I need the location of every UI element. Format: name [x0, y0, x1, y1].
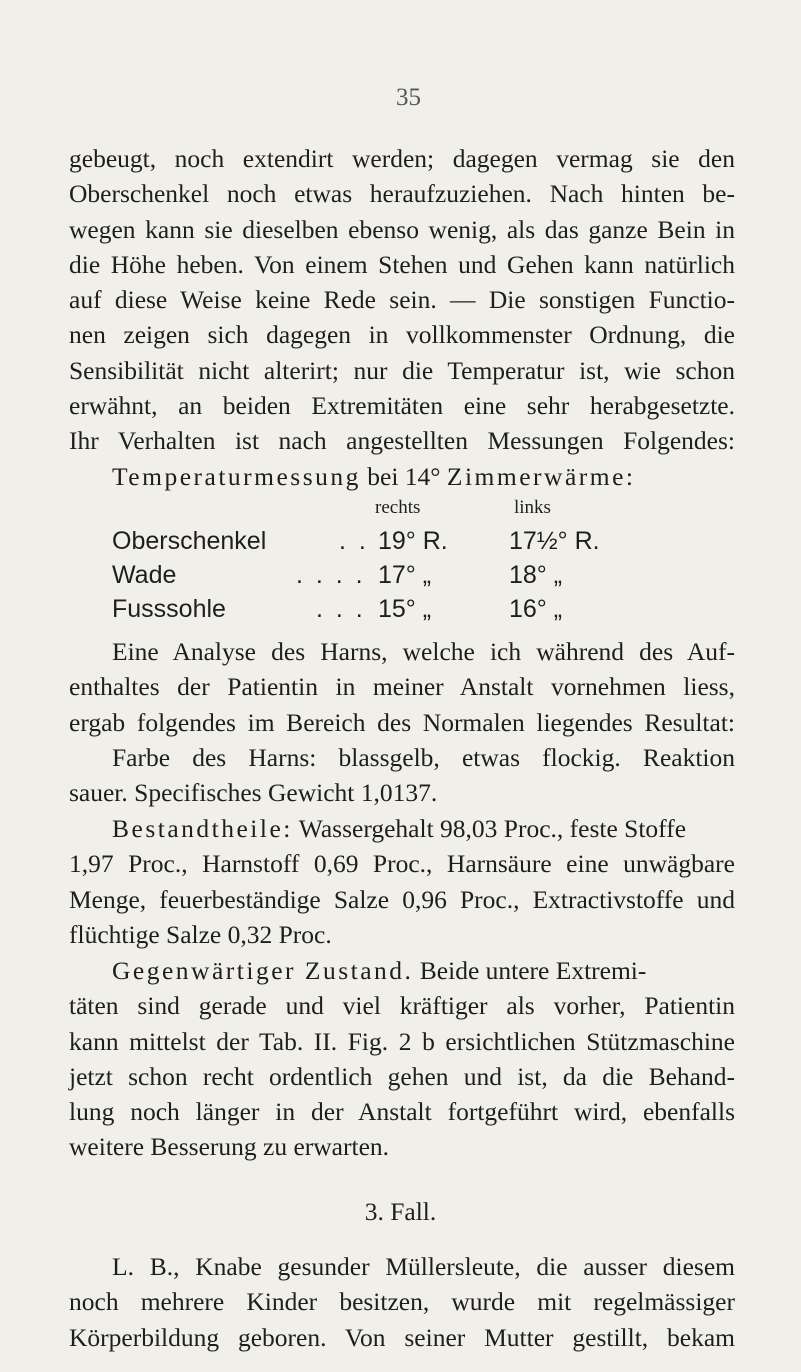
row-leader-dots: . . . . — [296, 561, 366, 589]
text-line: sauer. Specifisches Gewicht 1,0137. — [69, 778, 438, 808]
text-line: Sensibilität nicht alterirt; nur die Temperatur ist, wie schon — [69, 355, 735, 385]
row-label: Oberschenkel — [112, 527, 267, 555]
column-header-rechts: rechts — [375, 497, 421, 518]
row-leader-dots: . . — [339, 527, 369, 555]
table-row — [0, 561, 801, 595]
column-header-links: links — [514, 497, 551, 518]
row-label: Wade — [112, 561, 177, 589]
value-rechts: 19° R. — [378, 527, 448, 555]
value-rechts: 17° „ — [378, 561, 432, 589]
paragraph-2 — [69, 634, 735, 810]
text-line: erwähnt, an beiden Extremitäten eine sehr herabgesetzte. — [69, 391, 735, 421]
text-line: täten sind gerade und viel kräftiger als vorher, Patientin — [69, 991, 735, 1021]
paragraph-4 — [69, 953, 735, 1165]
paragraph-5 — [69, 1249, 735, 1355]
text-line: Ihr Verhalten ist nach angestellten Messungen Folgendes: — [69, 426, 735, 456]
text-line: auf diese Weise keine Rede sein. — Die sonstigen Functio- — [69, 285, 735, 315]
text-line: jetzt schon recht ordentlich gehen und ist, da die Behand- — [69, 1061, 735, 1091]
text-line: Wassergehalt 98,03 Proc., feste Stoffe — [292, 814, 687, 843]
text-line: weitere Besserung zu erwarten. — [69, 1132, 390, 1162]
text-line: kann mittelst der Tab. II. Fig. 2 b ersichtlichen Stützmaschine — [69, 1026, 735, 1056]
value-links: 18° „ — [509, 561, 563, 589]
value-links: 16° „ — [509, 595, 563, 623]
text-line: enthaltes der Patientin in meiner Anstalt vornehmen liess, — [69, 672, 735, 702]
text-line: Menge, feuerbeständige Salze 0,96 Proc., Extractivstoffe und — [69, 884, 735, 914]
value-rechts: 15° „ — [378, 595, 432, 623]
text-line: flüchtige Salze 0,32 Proc. — [69, 919, 332, 949]
page-number: 35 — [396, 84, 421, 111]
text-line: ergab folgendes im Bereich des Normalen liegendes Resultat: — [69, 707, 735, 737]
zustand-label: Gegenwärtiger Zustand. — [112, 956, 414, 985]
text-line: L. B., Knabe gesunder Müllersleute, die ausser diesem — [112, 1252, 735, 1281]
text-line: wegen kann sie dieselben ebenso wenig, als das ganze Bein in — [69, 214, 735, 244]
text-line: lung noch länger in der Anstalt fortgeführt wird, ebenfalls — [69, 1097, 735, 1127]
temperature-heading-label-2: Zimmerwärme: — [446, 462, 636, 491]
text-line: Farbe des Harns: blassgelb, etwas flockig. Reaktion — [112, 742, 735, 772]
text-line: die Höhe heben. Von einem Stehen und Gehen kann natürlich — [69, 249, 735, 279]
table-row — [0, 595, 801, 629]
text-line: 1,97 Proc., Harnstoff 0,69 Proc., Harnsäure eine unwägbare — [69, 849, 735, 879]
bestandtheile-label: Bestandtheile: — [112, 814, 293, 843]
paragraph-1 — [69, 141, 735, 459]
row-leader-dots: . . . — [316, 595, 366, 623]
temperature-heading-label: Temperaturmessung — [112, 462, 361, 491]
paragraph-3 — [69, 811, 735, 952]
section-title: 3. Fall. — [364, 1197, 437, 1226]
text-line: Körperbildung geboren. Von seiner Mutter gestillt, bekam — [69, 1322, 735, 1352]
text-line: gebeugt, noch extendirt werden; dagegen vermag sie den — [69, 144, 735, 173]
text-line: noch mehrere Kinder besitzen, wurde mit regelmässiger — [69, 1287, 735, 1317]
text-line: nen zeigen sich dagegen in vollkommenster Ordnung, die — [69, 320, 735, 350]
text-line: Beide untere Extremi- — [413, 956, 647, 985]
temperature-heading-mid: bei 14° — [360, 462, 447, 491]
table-row — [0, 527, 801, 561]
text-line: Oberschenkel noch etwas heraufzuziehen. Nach hinten be- — [69, 179, 735, 209]
value-links: 17½° R. — [509, 527, 600, 555]
text-line: Eine Analyse des Harns, welche ich während des Auf- — [112, 637, 735, 666]
row-label: Fusssohle — [112, 595, 226, 623]
temperature-heading — [112, 459, 732, 494]
